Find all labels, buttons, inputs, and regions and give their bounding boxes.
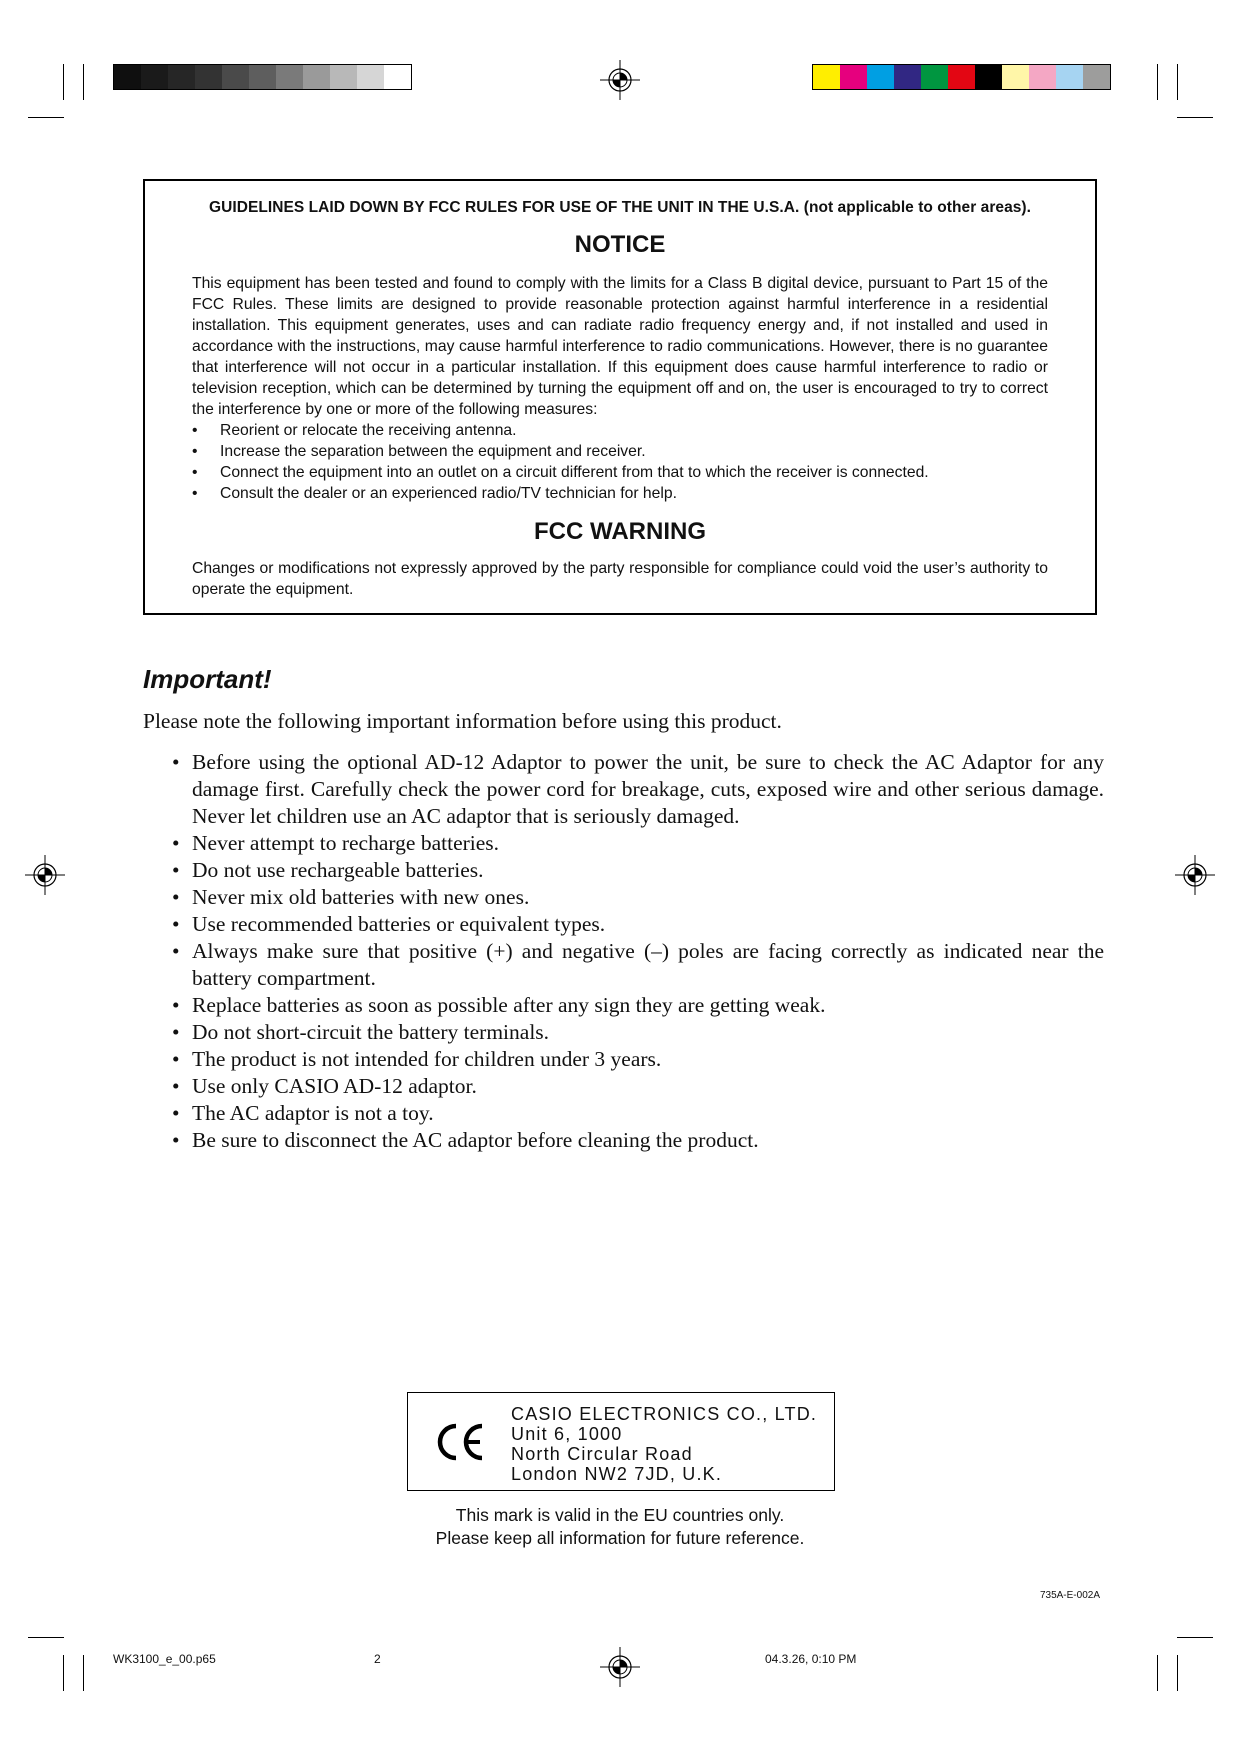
important-item: [172, 911, 1104, 938]
bullet-icon: •: [172, 1101, 180, 1125]
crop-mark-top-left-horizontal: [28, 117, 64, 118]
important-item: [172, 1073, 1104, 1100]
important-item-text: Do not short-circuit the battery terminals.: [192, 1020, 550, 1044]
color-calibration-bar: [812, 64, 1111, 90]
important-item-text: Replace batteries as soon as possible after any sign they are getting weak.: [192, 993, 826, 1017]
registration-mark-bottom: [600, 1647, 640, 1687]
document-code: 735A-E-002A: [1039, 1590, 1100, 1601]
color-swatch: [894, 65, 921, 89]
footer-page-number: 2: [374, 1652, 381, 1666]
ce-mark-icon: [434, 1422, 488, 1462]
important-item-text: Use recommended batteries or equivalent types.: [192, 912, 606, 936]
fcc-measure-text: Increase the separation between the equipment and receiver.: [220, 443, 646, 460]
address-line: Unit 6, 1000: [511, 1424, 623, 1444]
gray-swatch: [303, 65, 330, 89]
notice-title: NOTICE: [574, 231, 666, 258]
important-item: [172, 884, 1104, 911]
important-item: [172, 1127, 1104, 1154]
gray-swatch: [384, 65, 411, 89]
gray-swatch: [114, 65, 141, 89]
bullet-icon: •: [192, 464, 198, 481]
fcc-warning-text: Changes or modifications not expressly approved by the party responsible for compliance could void the user’s authority to operate the equipment.: [192, 560, 1048, 598]
eu-note-line: This mark is valid in the EU countries only.: [455, 1505, 785, 1525]
crop-mark-top-left-vertical-inner: [83, 64, 84, 100]
crop-mark-bottom-left-vertical-inner: [83, 1655, 84, 1691]
important-item-text: Always make sure that positive (+) and negative (–) poles are facing correctly as indicated near the battery compartment.: [192, 939, 1104, 990]
color-swatch: [840, 65, 867, 89]
crop-mark-top-right-vertical: [1177, 64, 1178, 100]
registration-mark-right: [1175, 855, 1215, 895]
gray-swatch: [141, 65, 168, 89]
important-item: [172, 992, 1104, 1019]
important-item-text: Be sure to disconnect the AC adaptor before cleaning the product.: [192, 1128, 759, 1152]
fcc-measures-list: [192, 420, 1048, 504]
fcc-measure-text: Connect the equipment into an outlet on a circuit different from that to which the receiver is connected.: [220, 464, 929, 481]
fcc-guideline-heading: GUIDELINES LAID DOWN BY FCC RULES FOR USE OF THE UNIT IN THE U.S.A. (not applicable to other areas).: [209, 199, 1031, 216]
important-item-text: Never attempt to recharge batteries.: [192, 831, 500, 855]
color-swatch: [867, 65, 894, 89]
color-swatch: [1056, 65, 1083, 89]
eu-validity-note: [320, 1504, 920, 1550]
company-address: [511, 1404, 817, 1484]
important-title: Important!: [143, 664, 272, 694]
crop-mark-bottom-left-horizontal: [28, 1637, 64, 1638]
bullet-icon: •: [172, 885, 180, 909]
bullet-icon: •: [172, 1128, 180, 1152]
important-item-text: Before using the optional AD-12 Adaptor to power the unit, be sure to check the AC Adaptor for any damage first. Carefully check the power cord for breakage, cuts, exposed wire and other serious damage. Never let children use an AC adaptor that is seriously damaged.: [192, 750, 1104, 828]
gray-swatch: [249, 65, 276, 89]
color-swatch: [813, 65, 840, 89]
important-item: [172, 857, 1104, 884]
color-swatch: [1083, 65, 1110, 89]
important-item-text: The product is not intended for children under 3 years.: [192, 1047, 662, 1071]
fcc-measure-text: Consult the dealer or an experienced radio/TV technician for help.: [220, 485, 677, 502]
bullet-icon: •: [172, 1020, 180, 1044]
bullet-icon: •: [192, 485, 198, 502]
gray-swatch: [330, 65, 357, 89]
bullet-icon: •: [172, 993, 180, 1017]
color-swatch: [975, 65, 1002, 89]
footer-file-name: WK3100_e_00.p65: [113, 1652, 216, 1666]
registration-mark-top: [600, 60, 640, 100]
crop-mark-bottom-right-vertical: [1177, 1655, 1178, 1691]
important-item: [172, 749, 1104, 830]
crop-mark-top-left-vertical: [63, 64, 64, 100]
fcc-measure-item: [192, 420, 1048, 441]
color-swatch: [948, 65, 975, 89]
address-line: CASIO ELECTRONICS CO., LTD.: [511, 1404, 818, 1424]
gray-swatch: [357, 65, 384, 89]
bullet-icon: •: [172, 750, 180, 774]
important-item-text: Use only CASIO AD-12 adaptor.: [192, 1074, 477, 1098]
fcc-measure-item: [192, 441, 1048, 462]
important-list: [172, 749, 1104, 1154]
important-item: [172, 1019, 1104, 1046]
address-line: North Circular Road: [511, 1444, 693, 1464]
fcc-notice-box: [143, 179, 1097, 615]
address-line: London NW2 7JD, U.K.: [511, 1464, 723, 1484]
important-item: [172, 830, 1104, 857]
bullet-icon: •: [172, 1074, 180, 1098]
color-swatch: [1002, 65, 1029, 89]
bullet-icon: •: [192, 443, 198, 460]
fcc-measure-item: [192, 483, 1048, 504]
fcc-warning-title: FCC WARNING: [534, 518, 706, 545]
gray-swatch: [276, 65, 303, 89]
eu-note-line: Please keep all information for future reference.: [435, 1528, 805, 1548]
fcc-measure-item: [192, 462, 1048, 483]
registration-mark-left: [25, 855, 65, 895]
gray-swatch: [168, 65, 195, 89]
crop-mark-top-right-vertical-inner: [1157, 64, 1158, 100]
bullet-icon: •: [172, 858, 180, 882]
important-item: [172, 1100, 1104, 1127]
crop-mark-bottom-left-vertical: [63, 1655, 64, 1691]
bullet-icon: •: [172, 1047, 180, 1071]
gray-swatch: [222, 65, 249, 89]
color-swatch: [921, 65, 948, 89]
important-item-text: Do not use rechargeable batteries.: [192, 858, 484, 882]
fcc-measure-text: Reorient or relocate the receiving antenna.: [220, 422, 517, 439]
important-item: [172, 938, 1104, 992]
footer-timestamp: 04.3.26, 0:10 PM: [765, 1652, 857, 1666]
gray-swatch: [195, 65, 222, 89]
color-swatch: [1029, 65, 1056, 89]
grayscale-calibration-bar: [113, 64, 412, 90]
bullet-icon: •: [172, 831, 180, 855]
important-intro: Please note the following important information before using this product.: [143, 709, 782, 733]
important-item-text: The AC adaptor is not a toy.: [192, 1101, 434, 1125]
crop-mark-top-right-horizontal: [1177, 117, 1213, 118]
crop-mark-bottom-right-horizontal: [1177, 1637, 1213, 1638]
bullet-icon: •: [172, 939, 180, 963]
crop-mark-bottom-right-vertical-inner: [1157, 1655, 1158, 1691]
bullet-icon: •: [192, 422, 198, 439]
bullet-icon: •: [172, 912, 180, 936]
notice-text: This equipment has been tested and found to comply with the limits for a Class B digital device, pursuant to Part 15 of the FCC Rules. These limits are designed to provide reasonable protection against harmful interference in a residential installation. This equipment generates, uses and can radiate radio frequency energy and, if not installed and used in accordance with the instructions, may cause harmful interference to radio communications. However, there is no guarantee that interference will not occur in a particular installation. If this equipment does cause harmful interference to radio or television reception, which can be determined by turning the equipment off and on, the user is encouraged to try to correct the interference by one or more of the following measures:: [192, 275, 1048, 418]
ce-address-box: [407, 1392, 835, 1491]
important-item-text: Never mix old batteries with new ones.: [192, 885, 530, 909]
important-item: [172, 1046, 1104, 1073]
